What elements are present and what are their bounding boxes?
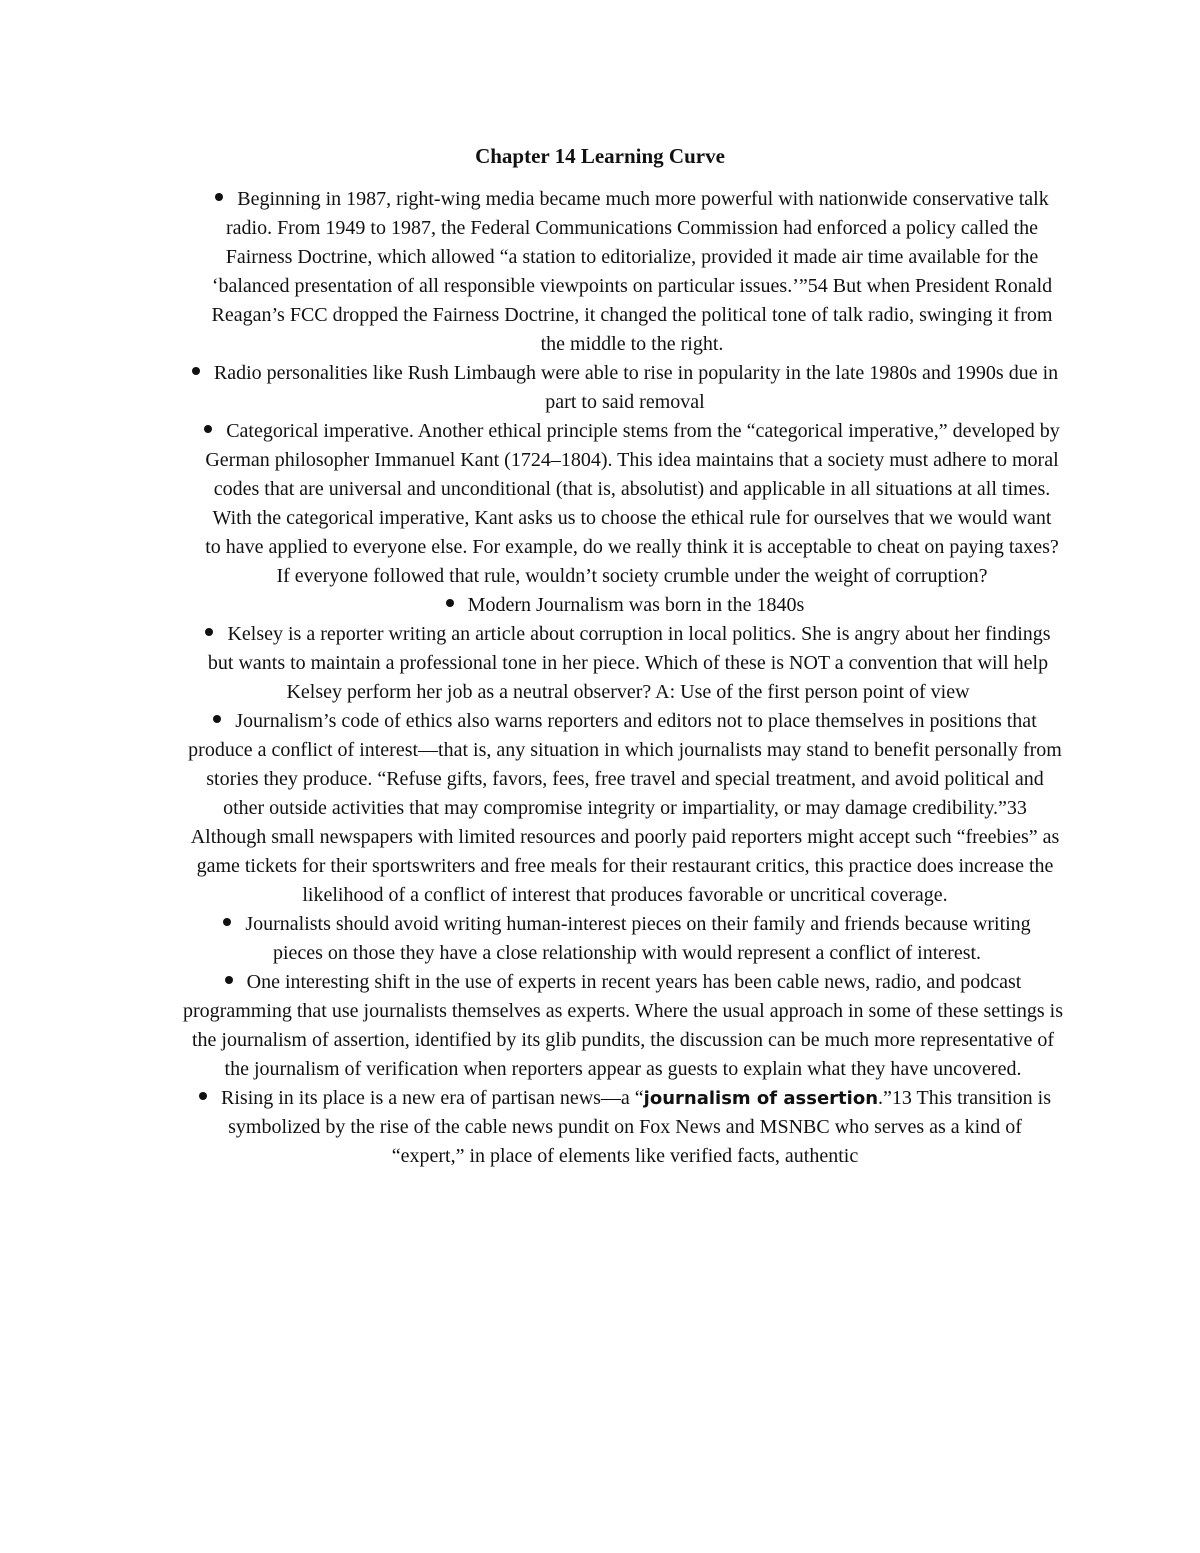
bullet-icon (213, 715, 221, 723)
list-item (180, 620, 1070, 707)
bullet-icon (205, 628, 213, 636)
list-item-text: Beginning in 1987, right-wing media became much more powerful with nationwide conservative talk radio. From 1949 to 1987, the Federal Communications Commission had enforced a policy called the Fairness Doctrine, which allowed “a station to editorialize, provided it made air time available for the ‘balanced presentation of all responsible viewpoints on particular issues.’”54 But when President Ronald Reagan’s FCC dropped the Fairness Doctrine, it changed the political tone of talk radio, swinging it from the middle to the right. (211, 188, 1053, 355)
bullet-icon (192, 367, 200, 375)
list-item (180, 185, 1070, 359)
bullet-icon (223, 918, 231, 926)
list-item (180, 1084, 1070, 1171)
list-item-text: Modern Journalism was born in the 1840s (467, 594, 805, 616)
list-item (180, 417, 1070, 591)
list-item (180, 707, 1070, 910)
bullet-icon (225, 976, 233, 984)
page-title: Chapter 14 Learning Curve (475, 144, 725, 168)
list-item-text: One interesting shift in the use of experts in recent years has been cable news, radio, and podcast programming that use journalists themselves as experts. Where the usual approach in some of these settings is the journalism of assertion, identified by its glib pundits, the discussion can be much more representative of the journalism of verification when reporters appear as guests to explain what they have uncovered. (183, 971, 1063, 1080)
list-item-text-start: Rising in its place is a new era of partisan news—a “ (221, 1087, 644, 1109)
list-item-text-end: .”13 This transition is symbolized by the rise of the cable news pundit on Fox News and MSNBC who serves as a kind of “expert,” in place of elements like verified facts, authentic (228, 1087, 1051, 1167)
list-item (180, 591, 1070, 620)
list-item-text: Journalism’s code of ethics also warns reporters and editors not to place themselves in positions that produce a conflict of interest—that is, any situation in which journalists may stand to benefit personally from stories they produce. “Refuse gifts, favors, fees, free travel and special treatment, and avoid political and other outside activities that may compromise integrity or impartiality, or may damage credibility.”33 Although small newspapers with limited resources and poorly paid reporters might accept such “freebies” as game tickets for their sportswriters and free meals for their restaurant critics, this practice does increase the likelihood of a conflict of interest that produces favorable or uncritical coverage. (188, 710, 1062, 906)
list-item (180, 359, 1070, 417)
list-item-text: Journalists should avoid writing human-interest pieces on their family and friends because writing pieces on those they have a close relationship with would represent a conflict of interest. (245, 913, 1031, 964)
list-item-text: Radio personalities like Rush Limbaugh were able to rise in popularity in the late 1980s and 1990s due in part to said removal (213, 362, 1059, 413)
bullet-list (180, 185, 1070, 1171)
list-item (180, 910, 1070, 968)
bold-term: journalism of assertion (643, 1088, 879, 1109)
list-item-text: Kelsey is a reporter writing an article about corruption in local politics. She is angry about her findings but wants to maintain a professional tone in her piece. Which of these is NOT a convention that will help Kelsey perform her job as a neutral observer? A: Use of the first person point of view (207, 623, 1051, 703)
list-item (180, 968, 1070, 1084)
list-item-text: Categorical imperative. Another ethical principle stems from the “categorical imperative,” developed by German philosopher Immanuel Kant (1724–1804). This idea maintains that a society must adhere to moral codes that are universal and unconditional (that is, absolutist) and applicable in all situations at all times. With the categorical imperative, Kant asks us to choose the ethical rule for ourselves that we would want to have applied to everyone else. For example, do we really think it is acceptable to cheat on paying taxes? If everyone followed that rule, wouldn’t society crumble under the weight of corruption? (205, 420, 1060, 587)
bullet-icon (199, 1092, 207, 1100)
bullet-icon (204, 425, 212, 433)
bullet-icon (446, 599, 454, 607)
bullet-icon (215, 193, 223, 201)
